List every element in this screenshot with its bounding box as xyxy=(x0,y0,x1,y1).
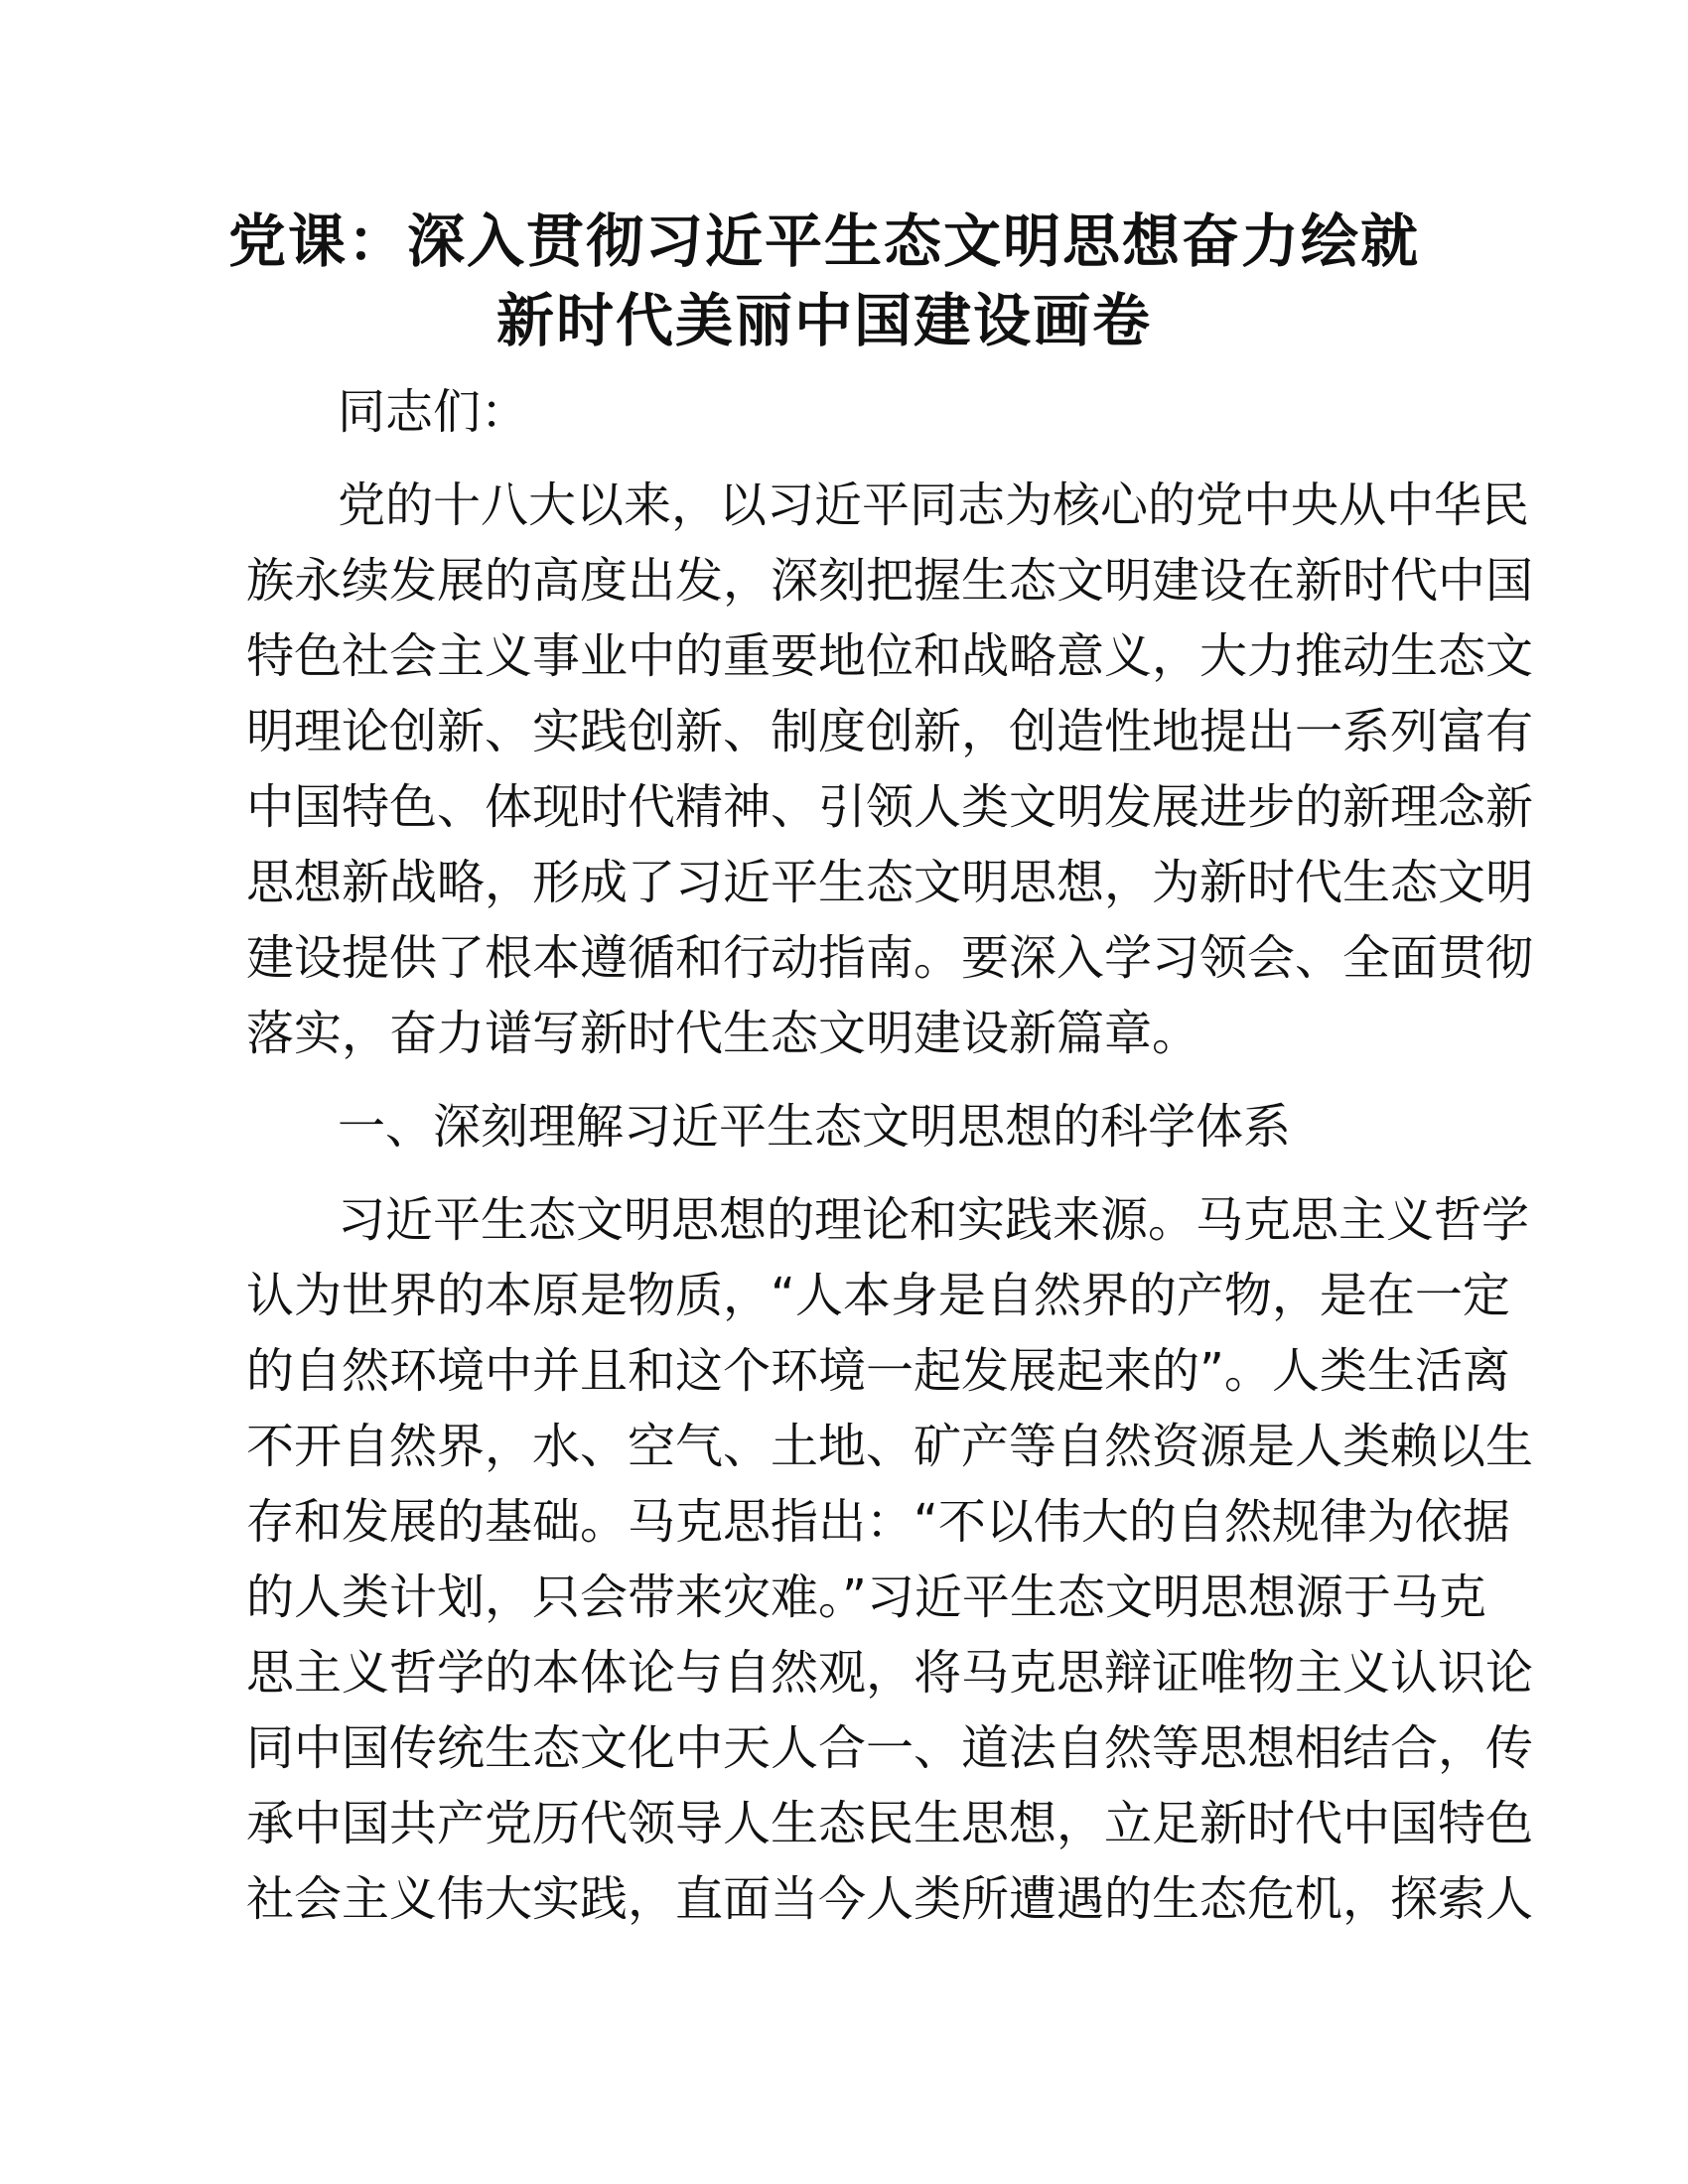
paragraph-1-line: 党的十八大以来，以习近平同志为核心的党中央从中华民 xyxy=(338,478,1530,533)
paragraph-1-line: 思想新战略，形成了习近平生态文明思想，为新时代生态文明 xyxy=(246,855,1534,910)
document-title-line-2: 新时代美丽中国建设画卷 xyxy=(495,287,1152,354)
paragraph-1-line: 明理论创新、实践创新、制度创新，创造性地提出一系列富有 xyxy=(246,704,1534,759)
section-heading-1: 一、深刻理解习近平生态文明思想的科学体系 xyxy=(338,1099,1292,1155)
salutation: 同志们： xyxy=(338,384,529,440)
document-title-line-1: 党课：深入贯彻习近平生态文明思想奋力绘就 xyxy=(228,207,1421,275)
paragraph-2-line: 不开自然界，水、空气、土地、矿产等自然资源是人类赖以生 xyxy=(246,1419,1534,1474)
paragraph-2-line: 认为世界的本原是物质，“人本身是自然界的产物，是在一定 xyxy=(246,1268,1510,1323)
paragraph-2-line: 的自然环境中并且和这个环境一起发展起来的”。人类生活离 xyxy=(246,1343,1510,1399)
paragraph-2-line: 同中国传统生态文化中天人合一、道法自然等思想相结合，传 xyxy=(246,1720,1534,1776)
paragraph-2-line: 存和发展的基础。马克思指出：“不以伟大的自然规律为依据 xyxy=(246,1494,1510,1550)
paragraph-2-line: 承中国共产党历代领导人生态民生思想，立足新时代中国特色 xyxy=(246,1796,1534,1851)
paragraph-1-line: 建设提供了根本遵循和行动指南。要深入学习领会、全面贯彻 xyxy=(246,930,1534,986)
paragraph-1-line: 族永续发展的高度出发，深刻把握生态文明建设在新时代中国 xyxy=(246,553,1534,609)
paragraph-1-line: 特色社会主义事业中的重要地位和战略意义，大力推动生态文 xyxy=(246,628,1534,684)
paragraph-2-line: 的人类计划，只会带来灾难。”习近平生态文明思想源于马克 xyxy=(246,1570,1486,1625)
paragraph-2-line: 习近平生态文明思想的理论和实践来源。马克思主义哲学 xyxy=(338,1192,1530,1248)
paragraph-2-line: 思主义哲学的本体论与自然观，将马克思辩证唯物主义认识论 xyxy=(246,1645,1534,1701)
paragraph-1-line: 落实，奋力谱写新时代生态文明建设新篇章。 xyxy=(246,1006,1200,1061)
paragraph-2-line: 社会主义伟大实践，直面当今人类所遭遇的生态危机，探索人 xyxy=(246,1871,1534,1927)
paragraph-1-line: 中国特色、体现时代精神、引领人类文明发展进步的新理念新 xyxy=(246,779,1534,835)
